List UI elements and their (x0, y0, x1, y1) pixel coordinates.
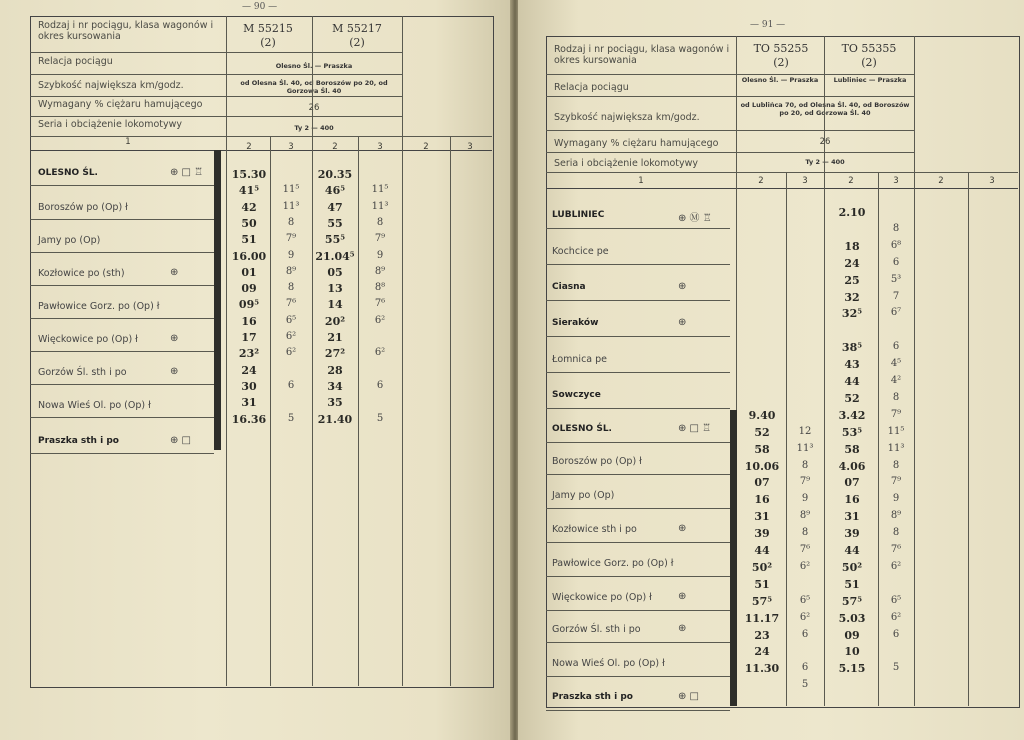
time-cell: 8⁹ (374, 265, 386, 277)
row-divider (30, 417, 214, 418)
time-cell: 52 (844, 391, 860, 405)
column-number: 2 (938, 176, 944, 186)
time-cell: 10 (844, 645, 860, 659)
column-number: 2 (848, 176, 854, 186)
station-symbols: ⊕ □ ♖ (678, 423, 712, 434)
station-name: Więckowice po (Op) ł (38, 334, 138, 345)
row-divider (546, 228, 730, 229)
time-cell: 7⁶ (285, 298, 297, 310)
train-class: (2) (349, 36, 365, 49)
time-cell: 20.35 (317, 168, 353, 181)
time-cell: 55 (327, 216, 343, 230)
time-cell: 24 (754, 645, 770, 659)
station-name: Gorzów Śl. sth i po (38, 367, 127, 378)
time-cell: 8⁹ (285, 265, 297, 277)
time-cell: 6² (374, 347, 386, 359)
time-cell: 5.15 (838, 662, 866, 676)
train-number: M 55217 (332, 22, 382, 35)
time-cell: 28 (327, 363, 343, 377)
loco-value: Ty 2 — 400 (805, 158, 845, 166)
time-cell: 7⁹ (890, 408, 902, 420)
time-cell: 4.06 (838, 459, 866, 473)
station-symbols: ⊕ (170, 333, 179, 344)
header-label-loco: Seria i obciążenie lokomotywy (554, 158, 699, 169)
time-cell: 6 (801, 628, 809, 640)
time-cell: 8 (287, 282, 295, 294)
time-cell: 3.42 (838, 408, 866, 422)
row-divider (546, 300, 730, 301)
time-cell: 13 (327, 282, 343, 296)
time-cell: 09 (241, 282, 257, 296)
time-cell: 05 (327, 265, 343, 279)
time-cell: 20² (324, 314, 346, 328)
brake-value: 26 (308, 103, 320, 113)
time-cell: 50² (751, 560, 773, 574)
column-number: 3 (893, 176, 899, 186)
row-divider (30, 351, 214, 352)
time-cell: 09⁵ (238, 298, 260, 312)
station-name: Boroszów po (Op) ł (552, 456, 642, 467)
time-cell: 7⁶ (374, 298, 386, 310)
time-cell: 2.10 (838, 206, 866, 219)
time-cell: 51 (241, 233, 257, 247)
time-cell: 7 (892, 290, 900, 302)
row-divider (546, 336, 730, 337)
row-divider (30, 285, 214, 286)
station-name: Łomnica pe (552, 354, 608, 365)
station-name: Sieraków (552, 318, 599, 328)
time-cell: 46⁵ (324, 184, 346, 198)
time-cell: 7⁹ (799, 476, 811, 488)
time-cell: 21.04⁵ (315, 249, 355, 263)
time-cell: 6² (285, 347, 297, 359)
row-divider (546, 408, 730, 409)
station-symbols: ⊕ □ (170, 435, 192, 446)
header-label-brake: Wymagany % ciężaru hamującego (38, 99, 203, 110)
time-cell: 7⁹ (890, 476, 902, 488)
station-name: Praszka sth i po (38, 436, 119, 446)
time-cell: 7⁶ (799, 544, 811, 555)
time-cell: 35 (327, 396, 343, 410)
time-cell: 6 (892, 256, 900, 268)
train-relation: Olesno Śl. — Praszka (741, 76, 819, 84)
time-cell: 01 (241, 265, 257, 279)
time-cell: 6 (892, 628, 900, 640)
header-label-relation: Relacja pociągu (554, 82, 629, 93)
train-class: (2) (773, 56, 789, 69)
time-cell: 07 (844, 476, 860, 490)
row-divider (30, 453, 214, 454)
time-cell: 43 (844, 358, 860, 372)
station-name: Praszka sth i po (552, 692, 633, 702)
time-cell: 38⁵ (841, 341, 863, 355)
time-cell: 16 (241, 314, 257, 328)
time-cell: 16 (844, 493, 860, 507)
row-divider (546, 676, 730, 677)
time-cell: 4⁵ (890, 358, 902, 370)
station-symbols: ⊕ (170, 267, 179, 278)
row-divider (30, 384, 214, 385)
time-cell: 9 (892, 493, 900, 505)
time-cell: 44 (754, 544, 770, 557)
row-divider (546, 508, 730, 509)
time-cell: 31 (754, 510, 770, 524)
column-number: 3 (802, 176, 808, 186)
time-cell: 57⁵ (841, 594, 863, 608)
time-cell: 8 (892, 222, 900, 234)
time-cell: 11⁵ (282, 184, 300, 196)
station-symbols: ⊕ (678, 281, 687, 292)
time-cell: 10.06 (744, 459, 780, 473)
row-divider (546, 474, 730, 475)
time-cell: 51 (754, 577, 770, 591)
train-class: (2) (260, 36, 276, 49)
time-cell: 39 (754, 527, 770, 541)
time-cell: 52 (754, 425, 770, 439)
time-cell: 09 (844, 628, 860, 642)
column-number: 3 (288, 142, 294, 152)
station-name: Pawłowice Gorz. po (Op) ł (552, 558, 674, 569)
right-page (518, 0, 1024, 740)
time-cell: 34 (327, 379, 343, 393)
station-name: OLESNO ŚL. (38, 168, 98, 178)
time-cell: 30 (241, 379, 257, 393)
header-label-train: Rodzaj i nr pociągu, klasa wagonów i okres kursowania (554, 44, 730, 66)
time-cell: 6² (890, 560, 902, 572)
time-cell: 25 (844, 273, 860, 287)
station-symbols: ⊕ (678, 523, 687, 534)
time-cell: 58 (754, 442, 770, 456)
page-number: — 90 — (242, 2, 278, 12)
header-label-loco: Seria i obciążenie lokomotywy (38, 119, 183, 130)
time-cell: 6⁸ (890, 239, 902, 251)
station-symbols: ⊕ (678, 317, 687, 328)
row-divider (546, 710, 730, 711)
time-cell: 16 (754, 493, 770, 507)
row-divider (546, 642, 730, 643)
time-cell: 42 (241, 200, 257, 214)
brake-value: 26 (819, 137, 831, 147)
column-number: 3 (989, 176, 995, 186)
row-divider (546, 610, 730, 611)
row-divider (546, 372, 730, 373)
station-name: OLESNO ŚL. (552, 424, 612, 434)
time-cell: 21 (327, 331, 343, 344)
time-cell: 47 (327, 200, 343, 214)
time-cell: 11⁵ (887, 425, 905, 437)
time-cell: 21.40 (317, 412, 353, 426)
time-cell: 41⁵ (238, 184, 260, 198)
time-cell: 6 (287, 379, 295, 391)
station-name: Pawłowice Gorz. po (Op) ł (38, 301, 160, 312)
train-number: TO 55255 (753, 42, 809, 55)
time-cell: 8⁹ (799, 510, 811, 522)
time-cell: 6⁷ (890, 307, 902, 319)
time-cell: 11.17 (744, 611, 780, 625)
time-cell: 50 (241, 216, 257, 230)
time-cell: 7⁶ (890, 544, 902, 555)
time-cell: 5.03 (838, 611, 866, 625)
time-cell: 12 (798, 425, 812, 437)
time-cell: 9 (376, 249, 384, 261)
column-number: 2 (246, 142, 252, 152)
header-label-train: Rodzaj i nr pociągu, klasa wagonów i okres kursowania (38, 20, 214, 42)
time-cell: 44 (844, 544, 860, 557)
time-cell: 6 (892, 341, 900, 353)
header-label-speed: Szybkość największa km/godz. (38, 80, 184, 91)
time-cell: 7⁹ (285, 233, 297, 245)
time-cell: 15.30 (231, 168, 267, 181)
time-cell: 8 (287, 216, 295, 228)
time-cell: 32 (844, 290, 860, 304)
time-cell: 6⁵ (799, 594, 811, 606)
time-cell: 6² (799, 560, 811, 572)
time-cell: 07 (754, 476, 770, 490)
time-cell: 58 (844, 442, 860, 456)
station-name: Jamy po (Op) (552, 490, 615, 501)
column-number: 1 (638, 176, 644, 186)
station-name: Kochcice pe (552, 246, 609, 257)
time-cell: 5 (892, 662, 900, 674)
time-cell: 50² (841, 560, 863, 574)
row-divider (546, 576, 730, 577)
row-divider (546, 542, 730, 543)
time-cell: 16.36 (231, 412, 267, 426)
station-symbols: ⊕ (170, 366, 179, 377)
time-cell: 27² (324, 347, 346, 361)
station-name: LUBLINIEC (552, 210, 605, 220)
time-cell: 6² (890, 611, 902, 623)
time-cell: 8 (801, 459, 809, 471)
time-cell: 57⁵ (751, 594, 773, 608)
time-cell: 8 (892, 391, 900, 403)
train-number: M 55215 (243, 22, 293, 35)
time-cell: 11³ (371, 200, 389, 212)
time-cell: 23² (238, 347, 260, 361)
column-number: 3 (377, 142, 383, 152)
time-cell: 11³ (887, 442, 905, 454)
time-cell: 5 (801, 679, 809, 691)
station-name: Gorzów Śl. sth i po (552, 624, 641, 635)
station-symbols: ⊕ □ ♖ (170, 167, 204, 178)
time-cell: 18 (844, 239, 860, 253)
time-cell: 11⁵ (371, 184, 389, 196)
train-relation: Lubliniec — Praszka (833, 76, 907, 84)
station-name: Sowczyce (552, 390, 601, 400)
row-divider (30, 252, 214, 253)
time-cell: 39 (844, 527, 860, 541)
time-cell: 7⁹ (374, 233, 386, 245)
station-name: Nowa Wieś Ol. po (Op) ł (38, 400, 151, 411)
station-name: Nowa Wieś Ol. po (Op) ł (552, 658, 665, 669)
row-divider (546, 442, 730, 443)
header-label-relation: Relacja pociągu (38, 56, 113, 67)
station-symbols: ⊕ Ⓜ ♖ (678, 213, 712, 224)
time-cell: 11³ (282, 200, 300, 212)
time-cell: 8 (376, 216, 384, 228)
loco-value: Ty 2 — 400 (294, 124, 334, 132)
time-cell: 8 (801, 527, 809, 539)
time-cell: 8 (892, 459, 900, 471)
time-cell: 6 (801, 662, 809, 674)
time-cell: 6⁵ (285, 314, 297, 326)
time-cell: 53⁵ (841, 425, 863, 439)
time-cell: 31 (241, 396, 257, 410)
time-cell: 14 (327, 298, 343, 312)
time-cell: 6² (374, 314, 386, 326)
time-cell: 6² (285, 331, 297, 342)
header-label-speed: Szybkość największa km/godz. (554, 112, 700, 123)
time-cell: 9 (801, 493, 809, 505)
page-number: — 91 — (750, 20, 786, 30)
time-cell: 8⁸ (374, 282, 386, 294)
time-cell: 51 (844, 577, 860, 591)
station-symbols: ⊕ □ (678, 691, 700, 702)
station-symbols: ⊕ (678, 623, 687, 634)
train-relation: Olesno Śl. — Praszka (275, 62, 353, 70)
row-divider (30, 219, 214, 220)
train-class: (2) (861, 56, 877, 69)
time-cell: 24 (241, 363, 257, 377)
column-number: 2 (332, 142, 338, 152)
time-cell: 4² (890, 375, 902, 386)
time-cell: 44 (844, 375, 860, 388)
column-number: 1 (125, 137, 131, 147)
train-number: TO 55355 (841, 42, 897, 55)
row-divider (546, 264, 730, 265)
station-name: Ciasna (552, 282, 586, 292)
time-cell: 11³ (796, 442, 814, 454)
time-cell: 16.00 (231, 249, 267, 263)
station-name: Boroszów po (Op) ł (38, 202, 128, 213)
time-cell: 23 (754, 628, 770, 642)
column-number: 2 (423, 142, 429, 152)
column-number: 2 (758, 176, 764, 186)
row-divider (30, 318, 214, 319)
time-cell: 8 (892, 527, 900, 539)
column-number: 3 (467, 142, 473, 152)
header-label-brake: Wymagany % ciężaru hamującego (554, 138, 719, 149)
station-name: Kozłowice sth i po (552, 524, 637, 535)
time-cell: 6⁵ (890, 594, 902, 606)
station-name: Więckowice po (Op) ł (552, 592, 652, 603)
speed-note: od Olesna Śl. 40, od Boroszów po 20, od Gorzowa Śl. 40 (240, 79, 388, 95)
time-cell: 31 (844, 510, 860, 524)
time-cell: 6² (799, 611, 811, 623)
time-cell: 5 (287, 412, 295, 424)
time-cell: 9.40 (748, 408, 776, 422)
time-cell: 17 (241, 331, 257, 344)
time-cell: 8⁹ (890, 510, 902, 522)
station-name: Kozłowice po (sth) (38, 268, 125, 279)
time-cell: 5 (376, 412, 384, 424)
time-cell: 55⁵ (324, 233, 346, 247)
speed-note: od Lublińca 70, od Olesna Śl. 40, od Boroszów po 20, od Gorzowa Śl. 40 (740, 101, 910, 117)
row-divider (30, 185, 214, 186)
time-cell: 32⁵ (841, 307, 863, 321)
time-cell: 6 (376, 379, 384, 391)
station-name: Jamy po (Op) (38, 235, 101, 246)
time-cell: 24 (844, 256, 860, 270)
time-cell: 5³ (890, 273, 902, 285)
station-symbols: ⊕ (678, 591, 687, 602)
time-cell: 11.30 (744, 662, 780, 676)
time-cell: 9 (287, 249, 295, 261)
